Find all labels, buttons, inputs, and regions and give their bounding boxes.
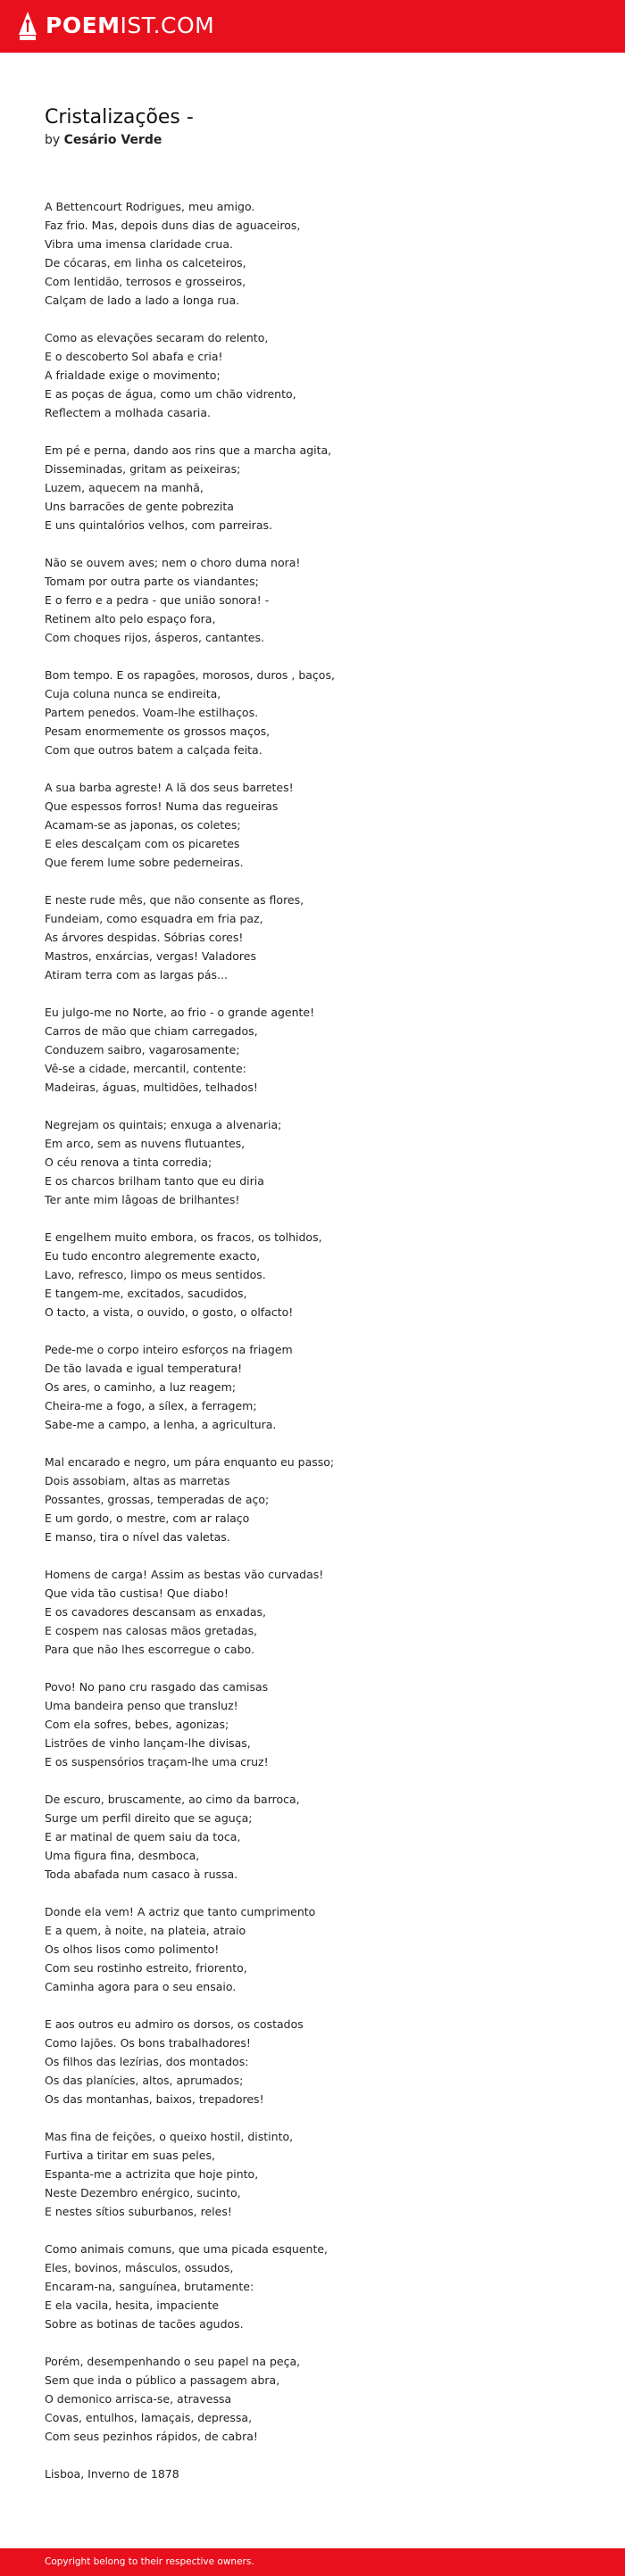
poem-header (45, 105, 589, 149)
poem-line: Os das planícies, altos, aprumados; (45, 2074, 244, 2087)
brand-light: IST.COM (120, 12, 215, 38)
poem-stanza (45, 2015, 589, 2108)
poem-line: Negrejam os quintais; enxuga a alvenaria; (45, 1118, 282, 1131)
poem-line: Lisboa, Inverno de 1878 (45, 2467, 179, 2481)
poem-line: Carros de mão que chiam carregados, (45, 1024, 258, 1038)
poem-line: Mal encarado e negro, um pára enquanto eu passo; (45, 1455, 335, 1469)
poem-line: Reflectem a molhada casaria. (45, 406, 212, 419)
poem-line: Retinem alto pelo espaço fora, (45, 612, 216, 625)
poem-line: Disseminadas, gritam as peixeiras; (45, 462, 241, 476)
poem-line: Os ares, o caminho, a luz reagem; (45, 1380, 237, 1394)
pen-nib-icon (17, 11, 38, 41)
poem-line: E as poças de água, como um chão vidrento, (45, 387, 296, 401)
poem-line: Luzem, aquecem na manhã, (45, 481, 204, 494)
poem-line: Sobre as botinas de tacões agudos. (45, 2317, 244, 2331)
poem-byline (45, 131, 589, 149)
poem-line: Madeiras, águas, multidões, telhados! (45, 1081, 258, 1094)
poem-stanza (45, 2240, 589, 2333)
poem-stanza (45, 197, 589, 310)
poem-line: A Bettencourt Rodrigues, meu amigo. (45, 200, 255, 213)
poem-stanza (45, 890, 589, 984)
poem-stanza (45, 2352, 589, 2446)
poem-line: Homens de carga! Assim as bestas vão curvadas! (45, 1568, 324, 1581)
poem-line: E eles descalçam com os picaretes (45, 837, 240, 850)
poem-line: Listrões de vinho lançam-lhe divisas, (45, 1736, 251, 1750)
site-header (0, 0, 625, 53)
poem-stanza (45, 1453, 589, 1546)
poem-line: Toda abafada num casaco à russa. (45, 1868, 238, 1881)
poem-line: Em arco, sem as nuvens flutuantes, (45, 1137, 246, 1150)
poem-line: Uma bandeira penso que transluz! (45, 1699, 238, 1712)
poem-line: E o ferro e a pedra - que união sonora! - (45, 593, 270, 607)
poem-stanza (45, 1115, 589, 1209)
poem-line: Pesam enormemente os grossos maços, (45, 725, 271, 738)
site-logo-text (46, 12, 214, 39)
poem-line: Conduzem saibro, vagarosamente; (45, 1043, 240, 1056)
poem-line: Atiram terra com as largas pás... (45, 968, 228, 982)
poem-stanza (45, 2464, 589, 2483)
poem-line: Acamam-se as japonas, os coletes; (45, 818, 241, 832)
poem-line: Vibra uma imensa claridade crua. (45, 237, 233, 251)
poem-line: Covas, entulhos, lamaçais, depressa, (45, 2411, 253, 2424)
poem-line: E nestes sítios suburbanos, reles! (45, 2205, 232, 2218)
brand-strong: POEM (46, 12, 121, 38)
author-name[interactable]: Cesário Verde (63, 133, 162, 147)
poem-line: As árvores despidas. Sóbrias cores! (45, 931, 244, 944)
poem-line: O demonico arrisca-se, atravessa (45, 2392, 232, 2406)
poem-line: Fundeiam, como esquadra em fria paz, (45, 912, 263, 925)
poem-line: Caminha agora para o seu ensaio. (45, 1980, 237, 1993)
poem-line: E ela vacila, hesita, impaciente (45, 2299, 220, 2312)
poem-line: Espanta-me a actrizita que hoje pinto, (45, 2167, 259, 2181)
poem-line: Com seu rostinho estreito, friorento, (45, 1961, 247, 1975)
poem-line: Que ferem lume sobre pederneiras. (45, 856, 244, 869)
poem-line: De tão lavada e igual temperatura! (45, 1362, 243, 1375)
poem-line: Os filhos das lezírias, dos montados: (45, 2055, 249, 2068)
poem-line: Povo! No pano cru rasgado das camisas (45, 1680, 269, 1694)
poem-line: Com choques rijos, ásperos, cantantes. (45, 631, 264, 644)
poem-line: E os cavadores descansam as enxadas, (45, 1605, 267, 1619)
poem-stanza (45, 666, 589, 759)
poem-stanza (45, 1677, 589, 1771)
poem-line: Neste Dezembro enérgico, sucinto, (45, 2186, 241, 2199)
poem-line: Sem que inda o público a passagem abra, (45, 2373, 280, 2387)
poem-line: Uma figura fina, desmboca, (45, 1849, 200, 1862)
poem-line: Faz frio. Mas, depois duns dias de aguaceiros, (45, 219, 301, 232)
poem-line: Que espessos forros! Numa das regueiras (45, 799, 279, 813)
poem-line: O céu renova a tinta corredia; (45, 1155, 212, 1169)
poem-line: E engelhem muito embora, os fracos, os tolhidos, (45, 1230, 322, 1244)
poem-title: Cristalizações - (45, 106, 194, 128)
poem-line: E tangem-me, excitados, sacudidos, (45, 1287, 247, 1300)
poem-stanza (45, 778, 589, 872)
poem-line: Possantes, grossas, temperadas de aço; (45, 1493, 270, 1506)
poem-line: Eles, bovinos, másculos, ossudos, (45, 2261, 234, 2274)
poem-stanza (45, 1565, 589, 1659)
poem-line: Cuja coluna nunca se endireita, (45, 687, 221, 700)
poem-line: Eu tudo encontro alegremente exacto, (45, 1249, 261, 1263)
poem-line: Lavo, refresco, limpo os meus sentidos. (45, 1268, 266, 1281)
poem-line: A sua barba agreste! A lã dos seus barretes! (45, 781, 294, 794)
poem-line: O tacto, a vista, o ouvido, o gosto, o olfacto! (45, 1305, 294, 1319)
poem-stanza (45, 553, 589, 647)
poem-line: E a quem, à noite, na plateia, atraio (45, 1924, 246, 1937)
poem-line: Com que outros batem a calçada feita. (45, 743, 262, 757)
poem-line: Surge um perfil direito que se aguça; (45, 1811, 253, 1825)
poem-line: Bom tempo. E os rapagões, morosos, duros , baços, (45, 668, 335, 682)
poem-line: Sabe-me a campo, a lenha, a agricultura. (45, 1418, 277, 1431)
site-footer (0, 2548, 625, 2576)
poem-line: Com ela sofres, bebes, agonizas; (45, 1718, 229, 1731)
poem-stanza (45, 1228, 589, 1321)
poem-line: Donde ela vem! A actriz que tanto cumprimento (45, 1905, 316, 1918)
poem-line: E uns quintalórios velhos, com parreiras. (45, 518, 272, 532)
poem-line: Não se ouvem aves; nem o choro duma nora! (45, 556, 301, 569)
poem-line: Pede-me o corpo inteiro esforços na friagem (45, 1343, 293, 1356)
poem-stanza (45, 328, 589, 422)
by-label: by (45, 133, 61, 147)
poem-line: A frialdade exige o movimento; (45, 369, 221, 382)
poem-line: Como as elevações secaram do relento, (45, 331, 269, 344)
poem-line: De cócaras, em linha os calceteiros, (45, 256, 246, 269)
poem-line: Mastros, enxárcias, vergas! Valadores (45, 949, 256, 963)
poem-line: Cheira-me a fogo, a sílex, a ferragem; (45, 1399, 257, 1412)
poem-line: Furtiva a tiritar em suas peles, (45, 2149, 215, 2162)
poem-stanza (45, 1902, 589, 1996)
poem-line: Mas fina de feições, o queixo hostil, distinto, (45, 2130, 294, 2143)
poem-stanza (45, 1790, 589, 1884)
poem-line: Os olhos lisos como polimento! (45, 1942, 220, 1956)
poem-line: E um gordo, o mestre, com ar ralaço (45, 1512, 250, 1525)
poem-line: E cospem nas calosas mãos gretadas, (45, 1624, 258, 1637)
poem-line: Que vida tão custisa! Que diabo! (45, 1586, 229, 1600)
poem-stanza (45, 1003, 589, 1097)
poem-line: Uns barracões de gente pobrezita (45, 500, 234, 513)
poem-line: De escuro, bruscamente, ao cimo da barroca, (45, 1793, 300, 1806)
poem-line: Como lajões. Os bons trabalhadores! (45, 2036, 251, 2050)
poem-line: E ar matinal de quem saiu da toca, (45, 1830, 241, 1843)
poem-stanza (45, 1340, 589, 1434)
poem-line: Como animais comuns, que uma picada esquente, (45, 2242, 329, 2256)
poem-line: Ter ante mim lâgoas de brilhantes! (45, 1193, 240, 1206)
poem-line: Com lentidão, terrosos e grosseiros, (45, 275, 246, 288)
poem-line: E os charcos brilham tanto que eu diria (45, 1174, 264, 1188)
poem-line: E manso, tira o nível das valetas. (45, 1530, 230, 1544)
poem-line: Encaram-na, sanguínea, brutamente: (45, 2280, 254, 2293)
poem-line: Para que não lhes escorregue o cabo. (45, 1643, 254, 1656)
poem-line: E neste rude mês, que não consente as flores, (45, 893, 304, 907)
poem-line: Os das montanhas, baixos, trepadores! (45, 2092, 264, 2106)
poem-line: Partem penedos. Voam-lhe estilhaços. (45, 706, 259, 719)
poem-line: Tomam por outra parte os viandantes; (45, 575, 259, 588)
poem-line: Em pé e perna, dando aos rins que a marcha agita, (45, 443, 332, 457)
poem-stanza (45, 441, 589, 534)
poem-line: E os suspensórios traçam-lhe uma cruz! (45, 1755, 269, 1768)
site-logo-link[interactable] (17, 11, 214, 41)
poem-stanza (45, 2127, 589, 2221)
poem-line: Com seus pezinhos rápidos, de cabra! (45, 2430, 258, 2443)
poem-line: Calçam de lado a lado a longa rua. (45, 294, 240, 307)
poem-line: Dois assobiam, altas as marretas (45, 1474, 230, 1487)
poem-line: Vê-se a cidade, mercantil, contente: (45, 1062, 246, 1075)
poem-line: E aos outros eu admiro os dorsos, os costados (45, 2017, 304, 2031)
copyright-text: Copyright belong to their respective owners. (45, 2556, 254, 2567)
poem-line: Eu julgo-me no Norte, ao frio - o grande agente! (45, 1006, 315, 1019)
poem-body (45, 197, 589, 2502)
poem-line: Porém, desempenhando o seu papel na peça, (45, 2355, 301, 2368)
poem-line: E o descoberto Sol abafa e cria! (45, 350, 223, 363)
